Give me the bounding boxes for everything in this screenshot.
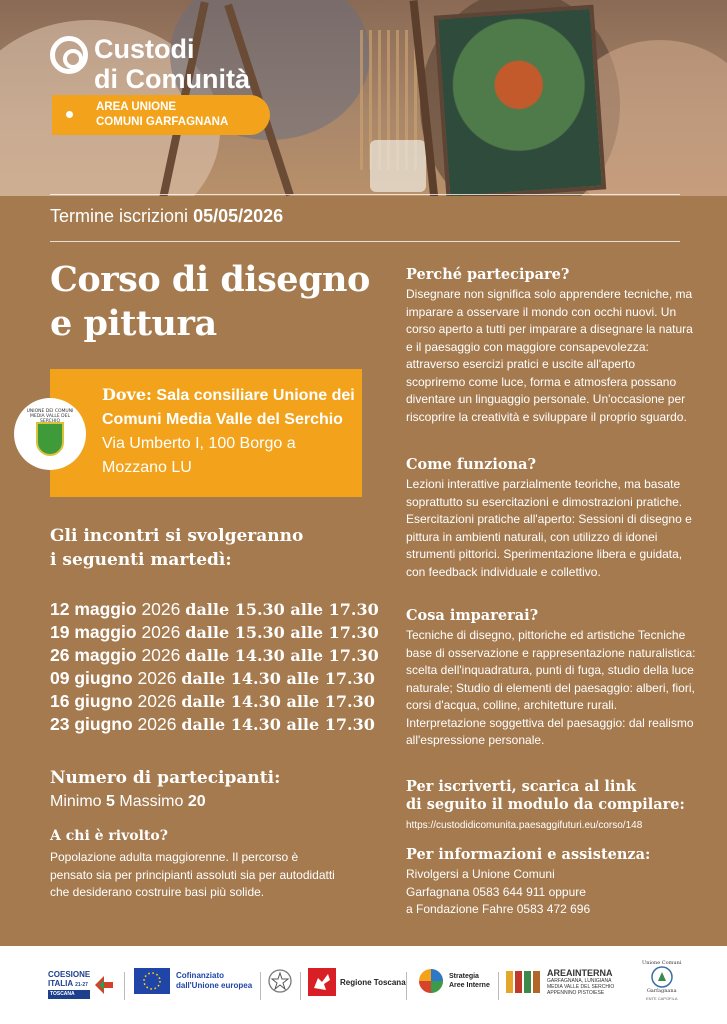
eu-flag-icon xyxy=(134,968,170,994)
title-line2: e pittura xyxy=(50,303,217,344)
logo-line2: di Comunità xyxy=(94,64,250,94)
info-line1: Rivolgersi a Unione Comuni xyxy=(406,867,555,881)
where-address: Via Umberto I, 100 Borgo a Mozzano LU xyxy=(102,435,296,476)
deadline xyxy=(50,206,283,227)
coesione-icon xyxy=(93,974,115,996)
area-line1: AREA UNIONE xyxy=(96,101,177,113)
regione-toscana-logo: Regione Toscana xyxy=(308,968,406,996)
garfagnana-crest-icon xyxy=(651,966,673,988)
logo-line1: Custodi xyxy=(94,34,195,64)
header-photo xyxy=(0,0,727,196)
page-title xyxy=(50,258,370,346)
date-row: 09 giugno 2026 dalle 14.30 alle 17.30 xyxy=(50,668,375,688)
italy-emblem xyxy=(268,968,292,994)
location-box xyxy=(50,369,362,497)
meetings-heading xyxy=(50,524,303,572)
why-text: Disegnare non significa solo apprendere tecniche, ma imparare a osservare il mondo con occhi nuovi. Un corso aperto a tutti per imparare a disegnare la natura e il paesaggio con maggiore consapevolezza: attraverso esercizi pratici e uscite all'aperto scopriremo come luce, forma e atmosfera possano diventare un linguaggio personale. Un'occasione per riscoprire la creatività e sviluppare il proprio sguardo. xyxy=(406,287,693,424)
signup-heading-line1: Per iscriverti, scarica al link xyxy=(406,778,637,795)
meetings-heading-line2: i seguenti martedì: xyxy=(50,550,232,570)
date-row: 23 giugno 2026 dalle 14.30 alle 17.30 xyxy=(50,714,375,734)
info-line3: a Fondazione Fahre 0583 472 696 xyxy=(406,902,591,916)
date-row: 12 maggio 2026 dalle 15.30 alle 17.30 xyxy=(50,599,379,619)
how-section xyxy=(406,456,696,581)
area-badge xyxy=(52,95,270,135)
divider xyxy=(50,194,680,195)
meetings-heading-line1: Gli incontri si svolgeranno xyxy=(50,526,304,546)
how-text: Lezioni interattive parzialmente teoriche, ma basate soprattutto su esercitazioni e dimostrazioni pratiche. Esercitazioni pratiche all'aperto: Sessioni di disegno e pittura in ambienti naturali, con utilizzo di idonei strumenti pittorici. Sperimentazione libera e guidata, con feedback individuale e collettivo. xyxy=(406,477,692,579)
dot-icon xyxy=(66,111,73,118)
date-row: 16 giugno 2026 dalle 14.30 alle 17.30 xyxy=(50,691,375,711)
date-row: 19 maggio 2026 dalle 15.30 alle 17.30 xyxy=(50,622,379,642)
how-heading: Come funziona? xyxy=(406,456,536,473)
painting-canvas xyxy=(434,5,607,196)
info-line2: Garfagnana 0583 644 911 oppure xyxy=(406,884,586,899)
info-heading: Per informazioni e assistenza: xyxy=(406,846,651,863)
date-row: 26 maggio 2026 dalle 14.30 alle 17.30 xyxy=(50,645,379,665)
audience-heading: A chi è rivolto? xyxy=(50,828,168,844)
learn-heading: Cosa imparerai? xyxy=(406,607,539,624)
coesione-logo: COESIONE ITALIA 21-27 TOSCANA xyxy=(48,970,115,999)
participants-values: Minimo 5 Massimo 20 xyxy=(50,793,206,810)
logo-icon xyxy=(50,36,88,74)
learn-section xyxy=(406,607,696,750)
title-line1: Corso di disegno xyxy=(50,259,370,300)
areainterna-icon xyxy=(506,969,542,995)
unione-garfagnana-logo: Unione Comuni Garfagnana ENTE CAPOFILA xyxy=(642,960,682,1001)
pegasus-icon xyxy=(308,968,336,996)
participants-heading: Numero di partecipanti: xyxy=(50,768,281,788)
star-emblem-icon xyxy=(268,968,292,994)
deadline-label: Termine iscrizioni xyxy=(50,206,189,226)
strategia-icon xyxy=(418,968,444,994)
why-heading: Perché partecipare? xyxy=(406,266,570,283)
signup-heading-line2: di seguito il modulo da compilare: xyxy=(406,796,685,813)
signup-link[interactable]: https://custodidicomunita.paesaggifuturi.eu/corso/148 xyxy=(406,820,643,831)
area-line2: COMUNI GARFAGNANA xyxy=(96,116,229,128)
where-label: Dove: xyxy=(102,385,152,404)
areainterna-logo: AREAINTERNA GARFAGNANA, LUNIGIANA MEDIA VALLE DEL SERCHIO APPENNINO PISTOIESE xyxy=(506,968,614,996)
audience-text: Popolazione adulta maggiorenne. Il percorso è pensato sia per principianti assoluti sia per autodidatti che desiderano costruire basi più solide. xyxy=(50,850,335,899)
signup-section xyxy=(406,778,696,831)
emblem-text: UNIONE DEI COMUNI MEDIA VALLE DEL xyxy=(26,409,74,419)
info-section xyxy=(406,846,696,919)
why-section xyxy=(406,266,696,426)
eu-logo: Cofinanziato dall'Unione europea xyxy=(134,968,252,994)
dates-list xyxy=(50,598,379,736)
strategia-logo: Strategia Aree Interne xyxy=(418,968,490,994)
deadline-date: 05/05/2026 xyxy=(193,206,284,226)
divider xyxy=(50,241,680,242)
learn-text: Tecniche di disegno, pittoriche ed artistiche Tecniche base di osservazione e rappresentazione naturalistica: scelta dell'inquadratura, punti di fuga, studio della luce naturale; Studio di elementi del paesaggio: alberi, fiori, corsi d'acqua, colline, architetture rurali. Interpretazione soggettiva del paesaggio: dal realismo all'espressione personale. xyxy=(406,628,696,747)
footer-logos xyxy=(0,946,727,1024)
unione-emblem xyxy=(14,398,86,470)
shield-icon xyxy=(36,422,64,456)
where-place: Sala consiliare Unione dei Comuni Media Valle del Serchio xyxy=(102,387,355,428)
